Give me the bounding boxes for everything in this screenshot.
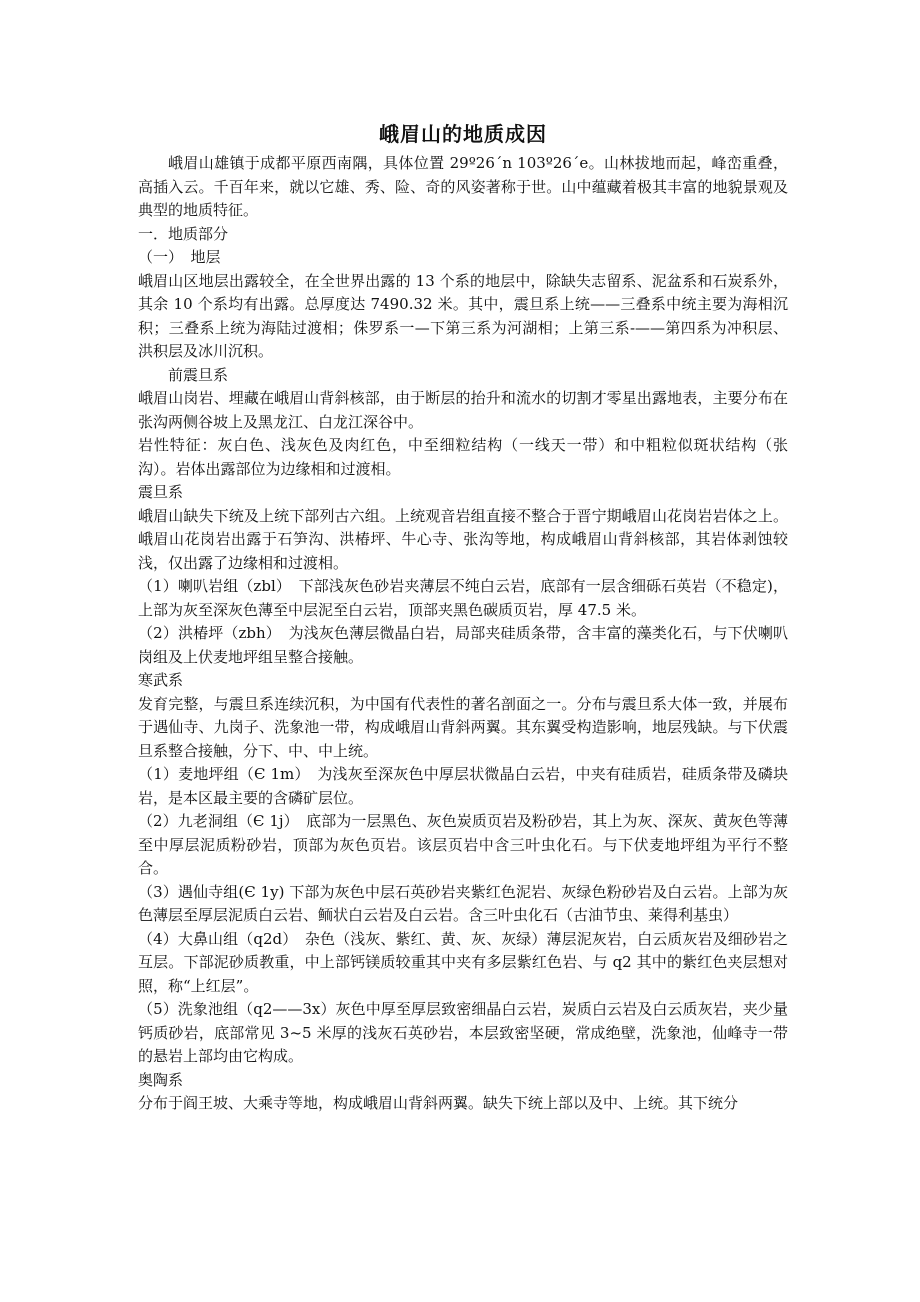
paragraph: 分布于阎王坡、大乘寺等地，构成峨眉山背斜两翼。缺失下统上部以及中、上统。其下统分 [138,1094,739,1112]
document-body [138,152,788,1116]
paragraph: （1）麦地坪组（Є 1m） 为浅灰至深灰色中厚层状微晶白云岩，中夹有硅质岩，硅质条带及磷块岩，是本区最主要的含磷矿层位。 [138,765,788,807]
paragraph: 奥陶系 [138,1070,184,1089]
paragraph: 峨眉山雄镇于成都平原西南隅，具体位置 29º26´n 103º26´e。山林拔地而起，峰峦重叠，高插入云。千百年来，就以它雄、秀、险、奇的风姿著称于世。山中蕴藏着极其丰富的地貌景观及典型的地质特征。 [138,154,788,219]
paragraph: （1）喇叭岩组（zbl） 下部浅灰色砂岩夹薄层不纯白云岩，底部有一层含细砾石英岩（不稳定)，上部为灰至深灰色薄至中层泥至白云岩，顶部夹黑色碳质页岩，厚 47.5 米。 [138,577,788,619]
paragraph: （2）洪椿坪（zbh） 为浅灰色薄层微晶白岩，局部夹硅质条带，含丰富的藻类化石，与下伏喇叭岗组及上伏麦地坪组呈整合接触。 [138,624,788,666]
paragraph: 峨眉山缺失下统及上统下部列古六组。上统观音岩组直接不整合于晋宁期峨眉山花岗岩岩体之上。峨眉山花岗岩出露于石笋沟、洪椿坪、牛心寺、张沟等地，构成峨眉山背斜核部，其岩体剥蚀较浅，仅出露了边缘相和过渡相。 [138,506,788,572]
paragraph: 震旦系 [138,483,184,501]
document-title: 峨眉山的地质成因 [379,122,547,146]
paragraph: 峨眉山区地层出露较全，在全世界出露的 13 个系的地层中，除缺失志留系、泥盆系和石炭系外，其余 10 个系均有出露。总厚度达 7490.32 米。其中，震旦系上统——三叠系中统主要为海相沉积；三叠系上统为海陆过渡相；侏罗系一—下第三系为河湖相；上第三系-——第四系为冲积层、洪积层及冰川沉积。 [138,271,788,360]
paragraph: 寒武系 [138,671,184,689]
paragraph: 发育完整，与震旦系连续沉积，为中国有代表性的著名剖面之一。分布与震旦系大体一致，并展布于遇仙寺、九岗子、洗象池一带，构成峨眉山背斜两翼。其东翼受构造影响，地层残缺。与下伏震旦系整合接触，分下、中、中上统。 [138,694,788,760]
paragraph: 峨眉山岗岩、埋藏在峨眉山背斜核部，由于断层的抬升和流水的切割才零星出露地表，主要分布在张沟两侧谷坡上及黑龙江、白龙江深谷中。 [138,389,788,431]
paragraph: （3）遇仙寺组(Є 1y) 下部为灰色中层石英砂岩夹紫红色泥岩、灰绿色粉砂岩及白云岩。上部为灰色薄层至厚层泥质白云岩、鲕状白云岩及白云岩。含三叶虫化石（古油节虫、莱得利基虫） [138,882,788,924]
paragraph: 前震旦系 [168,365,229,384]
document-page [138,120,788,1116]
paragraph: 一．地质部分 [138,224,229,243]
paragraph: （一） 地层 [138,248,221,266]
paragraph: （2）九老洞组（Є 1j） 底部为一层黑色、灰色炭质页岩及粉砂岩，其上为灰、深灰、黄灰色等薄至中厚层泥质粉砂岩，顶部为灰色页岩。该层页岩中含三叶虫化石。与下伏麦地坪组为平行不整合。 [138,812,788,877]
paragraph: 岩性特征：灰白色、浅灰色及肉红色，中至细粒结构（一线天一带）和中粗粒似斑状结构（张沟）。岩体出露部位为边缘相和过渡相。 [138,436,788,478]
paragraph: （5）洗象池组（q2——3x）灰色中厚至厚层致密细晶白云岩，炭质白云岩及白云质灰岩，夹少量钙质砂岩，底部常见 3~5 米厚的浅灰石英砂岩，本层致密坚硬，常成绝壁，洗象池，仙峰寺一带的悬岩上部均由它构成。 [138,1000,788,1065]
paragraph: （4）大鼻山组（q2d） 杂色（浅灰、紫红、黄、灰、灰绿）薄层泥灰岩，白云质灰岩及细砂岩之互层。下部泥砂质教重，中上部钙镁质较重其中夹有多层紫红色岩、与 q2 其中的紫红色夹层想对照，称“上红层”。 [138,929,788,995]
